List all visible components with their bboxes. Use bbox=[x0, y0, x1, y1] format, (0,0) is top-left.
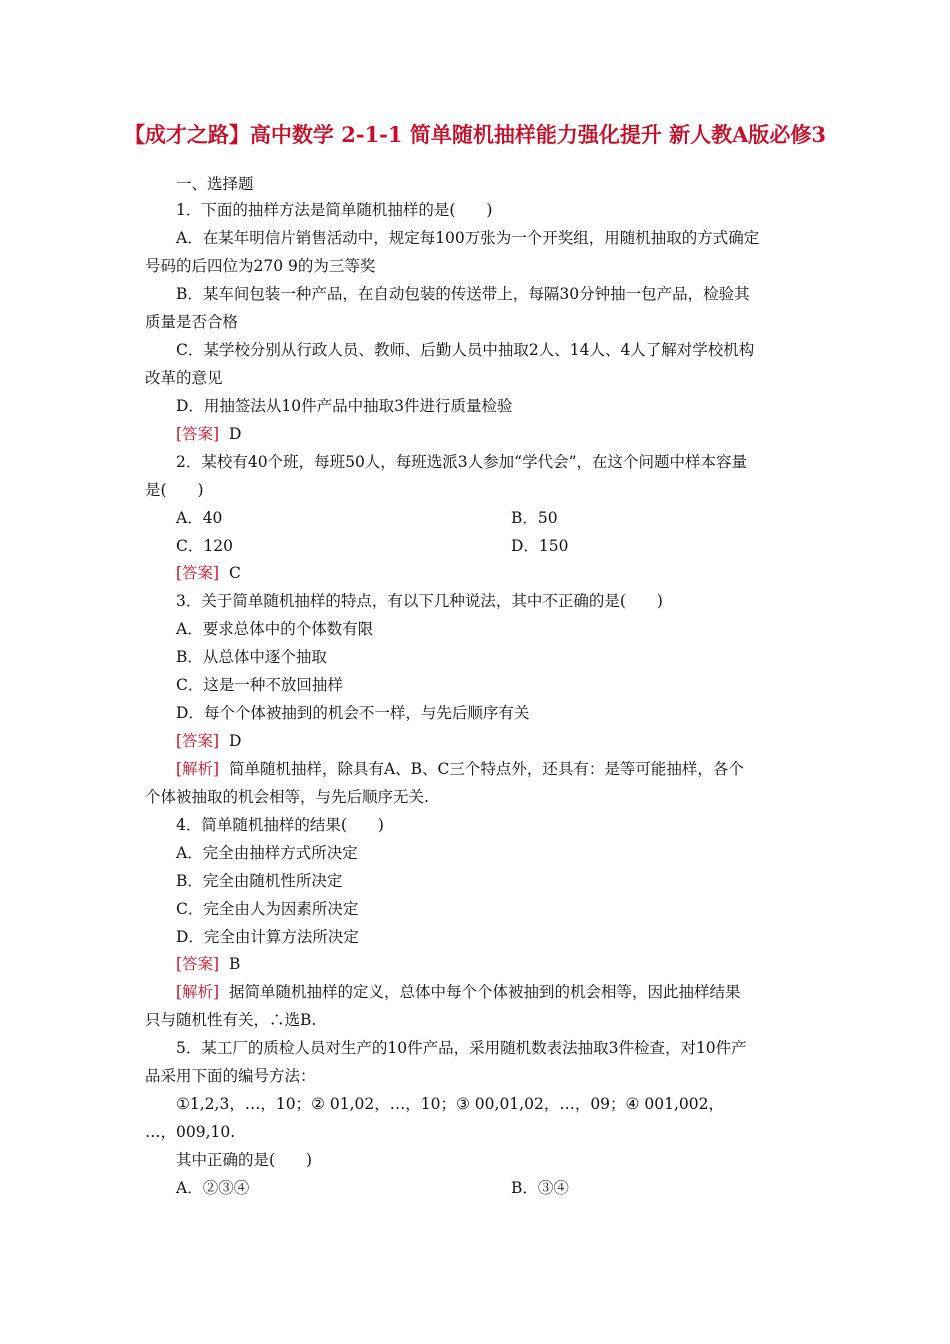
q3-option-b: B．从总体中逐个抽取 bbox=[176, 648, 327, 666]
q3-option-c: C．这是一种不放回抽样 bbox=[176, 676, 343, 694]
answer-value: D bbox=[228, 732, 242, 750]
q1-option-a: A．在某年明信片销售活动中，规定每100万张为一个开奖组，用随机抽取的方式确定 bbox=[176, 229, 760, 247]
q5-stem: 5．某工厂的质检人员对生产的10件产品，采用随机数表法抽取3件检查，对10件产 bbox=[176, 1039, 747, 1057]
answer-tag: [答案] bbox=[176, 564, 220, 582]
q3-answer bbox=[176, 731, 241, 751]
q4-stem: 4．简单随机抽样的结果( ) bbox=[176, 816, 384, 834]
q3-option-a: A．要求总体中的个体数有限 bbox=[176, 620, 374, 638]
q5-methods-cont: …，009,10. bbox=[145, 1123, 236, 1141]
analysis-tag: [解析] bbox=[176, 983, 220, 1001]
answer-value: C bbox=[228, 564, 241, 582]
q5-option-b: B．③④ bbox=[511, 1179, 569, 1197]
section-heading: 一、选择题 bbox=[176, 175, 254, 193]
q1-option-a-cont: 号码的后四位为270 9的为三等奖 bbox=[145, 257, 376, 275]
q2-stem-cont: 是( ) bbox=[145, 481, 204, 499]
q4-analysis-cont: 只与随机性有关，∴选B. bbox=[145, 1011, 317, 1029]
analysis-tag: [解析] bbox=[176, 760, 220, 778]
analysis-text: 据简单随机抽样的定义，总体中每个个体被抽到的机会相等，因此抽样结果 bbox=[228, 983, 741, 1001]
answer-value: D bbox=[228, 425, 242, 443]
q1-answer bbox=[176, 424, 241, 444]
q3-option-d: D．每个个体被抽到的机会不一样，与先后顺序有关 bbox=[176, 704, 530, 722]
q2-answer bbox=[176, 563, 241, 583]
answer-value: B bbox=[228, 955, 241, 973]
q4-analysis bbox=[176, 982, 740, 1002]
q2-stem: 2．某校有40个班，每班50人，每班选派3人参加“学代会”，在这个问题中样本容量 bbox=[176, 453, 748, 471]
q1-option-d: D．用抽签法从10件产品中抽取3件进行质量检验 bbox=[176, 397, 513, 415]
q2-option-b: B．50 bbox=[511, 509, 558, 527]
q3-analysis-cont: 个体被抽取的机会相等，与先后顺序无关. bbox=[145, 788, 429, 806]
document-title: 【成才之路】高中数学 2-1-1 简单随机抽样能力强化提升 新人教A版必修3 bbox=[123, 122, 827, 147]
q4-answer bbox=[176, 954, 240, 974]
analysis-text: 简单随机抽样，除具有A、B、C三个特点外，还具有：是等可能抽样，各个 bbox=[228, 760, 744, 778]
q5-option-a: A．②③④ bbox=[176, 1179, 250, 1197]
q5-stem-cont: 品采用下面的编号方法： bbox=[145, 1067, 316, 1085]
q3-stem: 3．关于简单随机抽样的特点，有以下几种说法，其中不正确的是( ) bbox=[176, 592, 663, 610]
q2-option-d: D．150 bbox=[511, 537, 569, 555]
q4-option-c: C．完全由人为因素所决定 bbox=[176, 900, 359, 918]
q5-methods: ①1,2,3，…，10；② 01,02，…，10；③ 00,01,02，…，09；④ 001,002， bbox=[176, 1095, 724, 1113]
answer-tag: [答案] bbox=[176, 732, 220, 750]
q4-option-d: D．完全由计算方法所决定 bbox=[176, 928, 359, 946]
q1-option-b-cont: 质量是否合格 bbox=[145, 313, 239, 331]
q2-option-c: C．120 bbox=[176, 537, 233, 555]
q1-stem: 1．下面的抽样方法是简单随机抽样的是( ) bbox=[176, 201, 493, 219]
q4-option-a: A．完全由抽样方式所决定 bbox=[176, 844, 358, 862]
q1-option-b: B．某车间包装一种产品，在自动包装的传送带上，每隔30分钟抽一包产品，检验其 bbox=[176, 285, 750, 303]
q5-question: 其中正确的是( ) bbox=[176, 1151, 313, 1169]
answer-tag: [答案] bbox=[176, 425, 220, 443]
q4-option-b: B．完全由随机性所决定 bbox=[176, 872, 343, 890]
q2-option-a: A．40 bbox=[176, 509, 223, 527]
q3-analysis bbox=[176, 759, 744, 779]
q1-option-c-cont: 改革的意见 bbox=[145, 369, 223, 387]
answer-tag: [答案] bbox=[176, 955, 220, 973]
q1-option-c: C．某学校分别从行政人员、教师、后勤人员中抽取2人、14人、4人了解对学校机构 bbox=[176, 341, 755, 359]
